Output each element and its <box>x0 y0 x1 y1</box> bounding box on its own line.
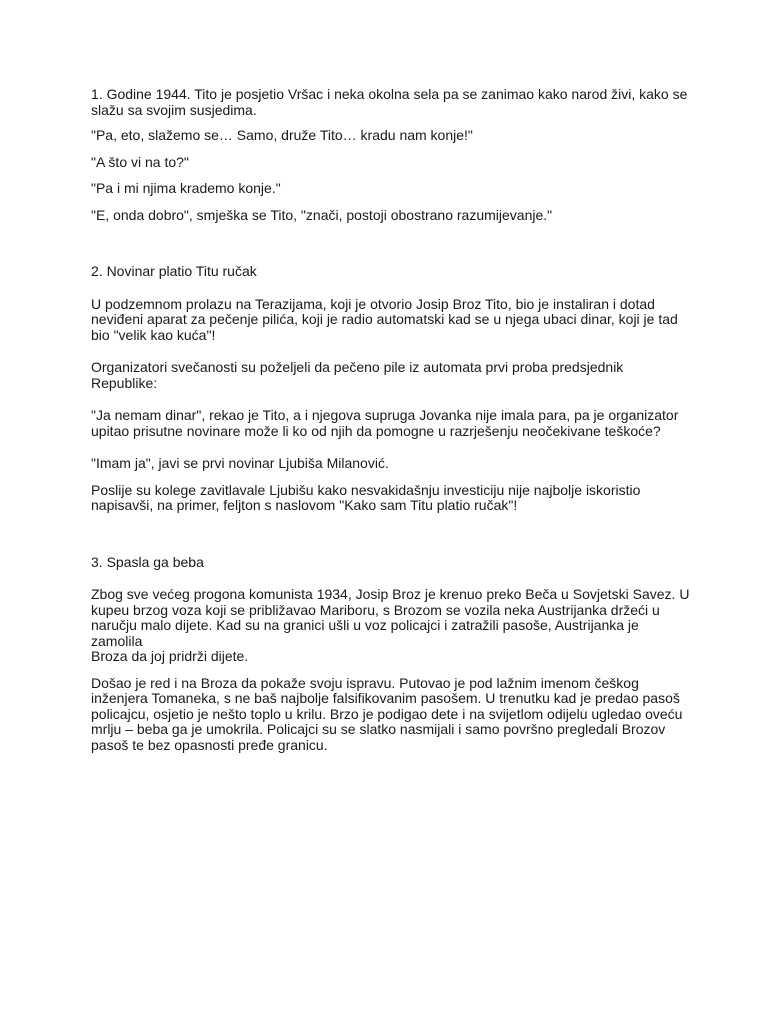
story-3 <box>91 555 691 754</box>
story-2-paragraph: "Ja nemam dinar", rekao je Tito, a i njegova supruga Jovanka nije imala para, pa je organizator upitao prisutne novinare može li ko od njih da pomogne u razrješenju neočekivane teškoće? <box>91 407 679 439</box>
story-2-paragraph: U podzemnom prolazu na Terazijama, koji je otvorio Josip Broz Tito, bio je instaliran i dotad neviđeni aparat za pečenje pilića, koji je radio automatski kad se u njega ubaci dinar, koji je tad bio "velik kao kuća"! <box>91 295 678 343</box>
story-2-paragraph: Organizatori svečanosti su poželjeli da pečeno pile iz automata prvi proba predsjednik Republike: <box>91 359 624 391</box>
story-3-paragraph: Došao je red i na Broza da pokaže svoju ispravu. Putovao je pod lažnim imenom češkog inženjera Tomaneka, s ne baš najbolje falsifikovanim pasošem. U trenutku kad je predao pasoš policajcu, osjetio je nešto toplo u krilu. Brzo je podigao dete i na svijetlom odijelu ugledao oveću mrlju – beba ga je umokrila. Policajci su se slatko nasmijali i samo površno pregledali Brozov pasoš te bez opasnosti pređe granicu. <box>91 674 683 753</box>
story-2-paragraph: Poslije su kolege zavitlavale Ljubišu kako nesvakidašnju investiciju nije najbolje iskoristio napisavši, na primer, feljton s naslovom "Kako sam Titu platio ručak"! <box>91 481 641 513</box>
story-1 <box>91 87 691 223</box>
story-1-intro: 1. Godine 1944. Tito je posjetio Vršac i neka okolna sela pa se zanimao kako narod živi, kako se slažu sa svojim susjedima. <box>91 86 688 118</box>
dialogue-line: "A što vi na to?" <box>91 153 189 170</box>
story-3-title: 3. Spasla ga beba <box>91 553 204 570</box>
section-spacer <box>91 234 691 264</box>
document-page <box>91 87 691 764</box>
dialogue-line: "E, onda dobro", smješka se Tito, "znači, postoji obostrano razumijevanje." <box>91 206 553 223</box>
dialogue-line: "Pa i mi njima krademo konje." <box>91 180 281 196</box>
section-spacer <box>91 525 691 555</box>
story-2-paragraph: "Imam ja", javi se prvi novinar Ljubiša Milanović. <box>91 455 389 471</box>
story-2-title: 2. Novinar platio Titu ručak <box>91 263 257 279</box>
story-2 <box>91 264 691 514</box>
story-3-paragraph: Zbog sve većeg progona komunista 1934, Josip Broz je krenuo preko Beča u Sovjetski Savez. U kupeu brzog voza koji se približavao Mariboru, s Brozom se vozila neka Austrijanka držeći u naručju malo dijete. Kad su na granici ušli u voz policajci i zatražili pasoše, Austrijanka je zamolila Broza da joj pridrži dijete. <box>91 586 690 664</box>
dialogue-line: "Pa, eto, slažemo se… Samo, druže Tito… kradu nam konje!" <box>91 127 473 143</box>
